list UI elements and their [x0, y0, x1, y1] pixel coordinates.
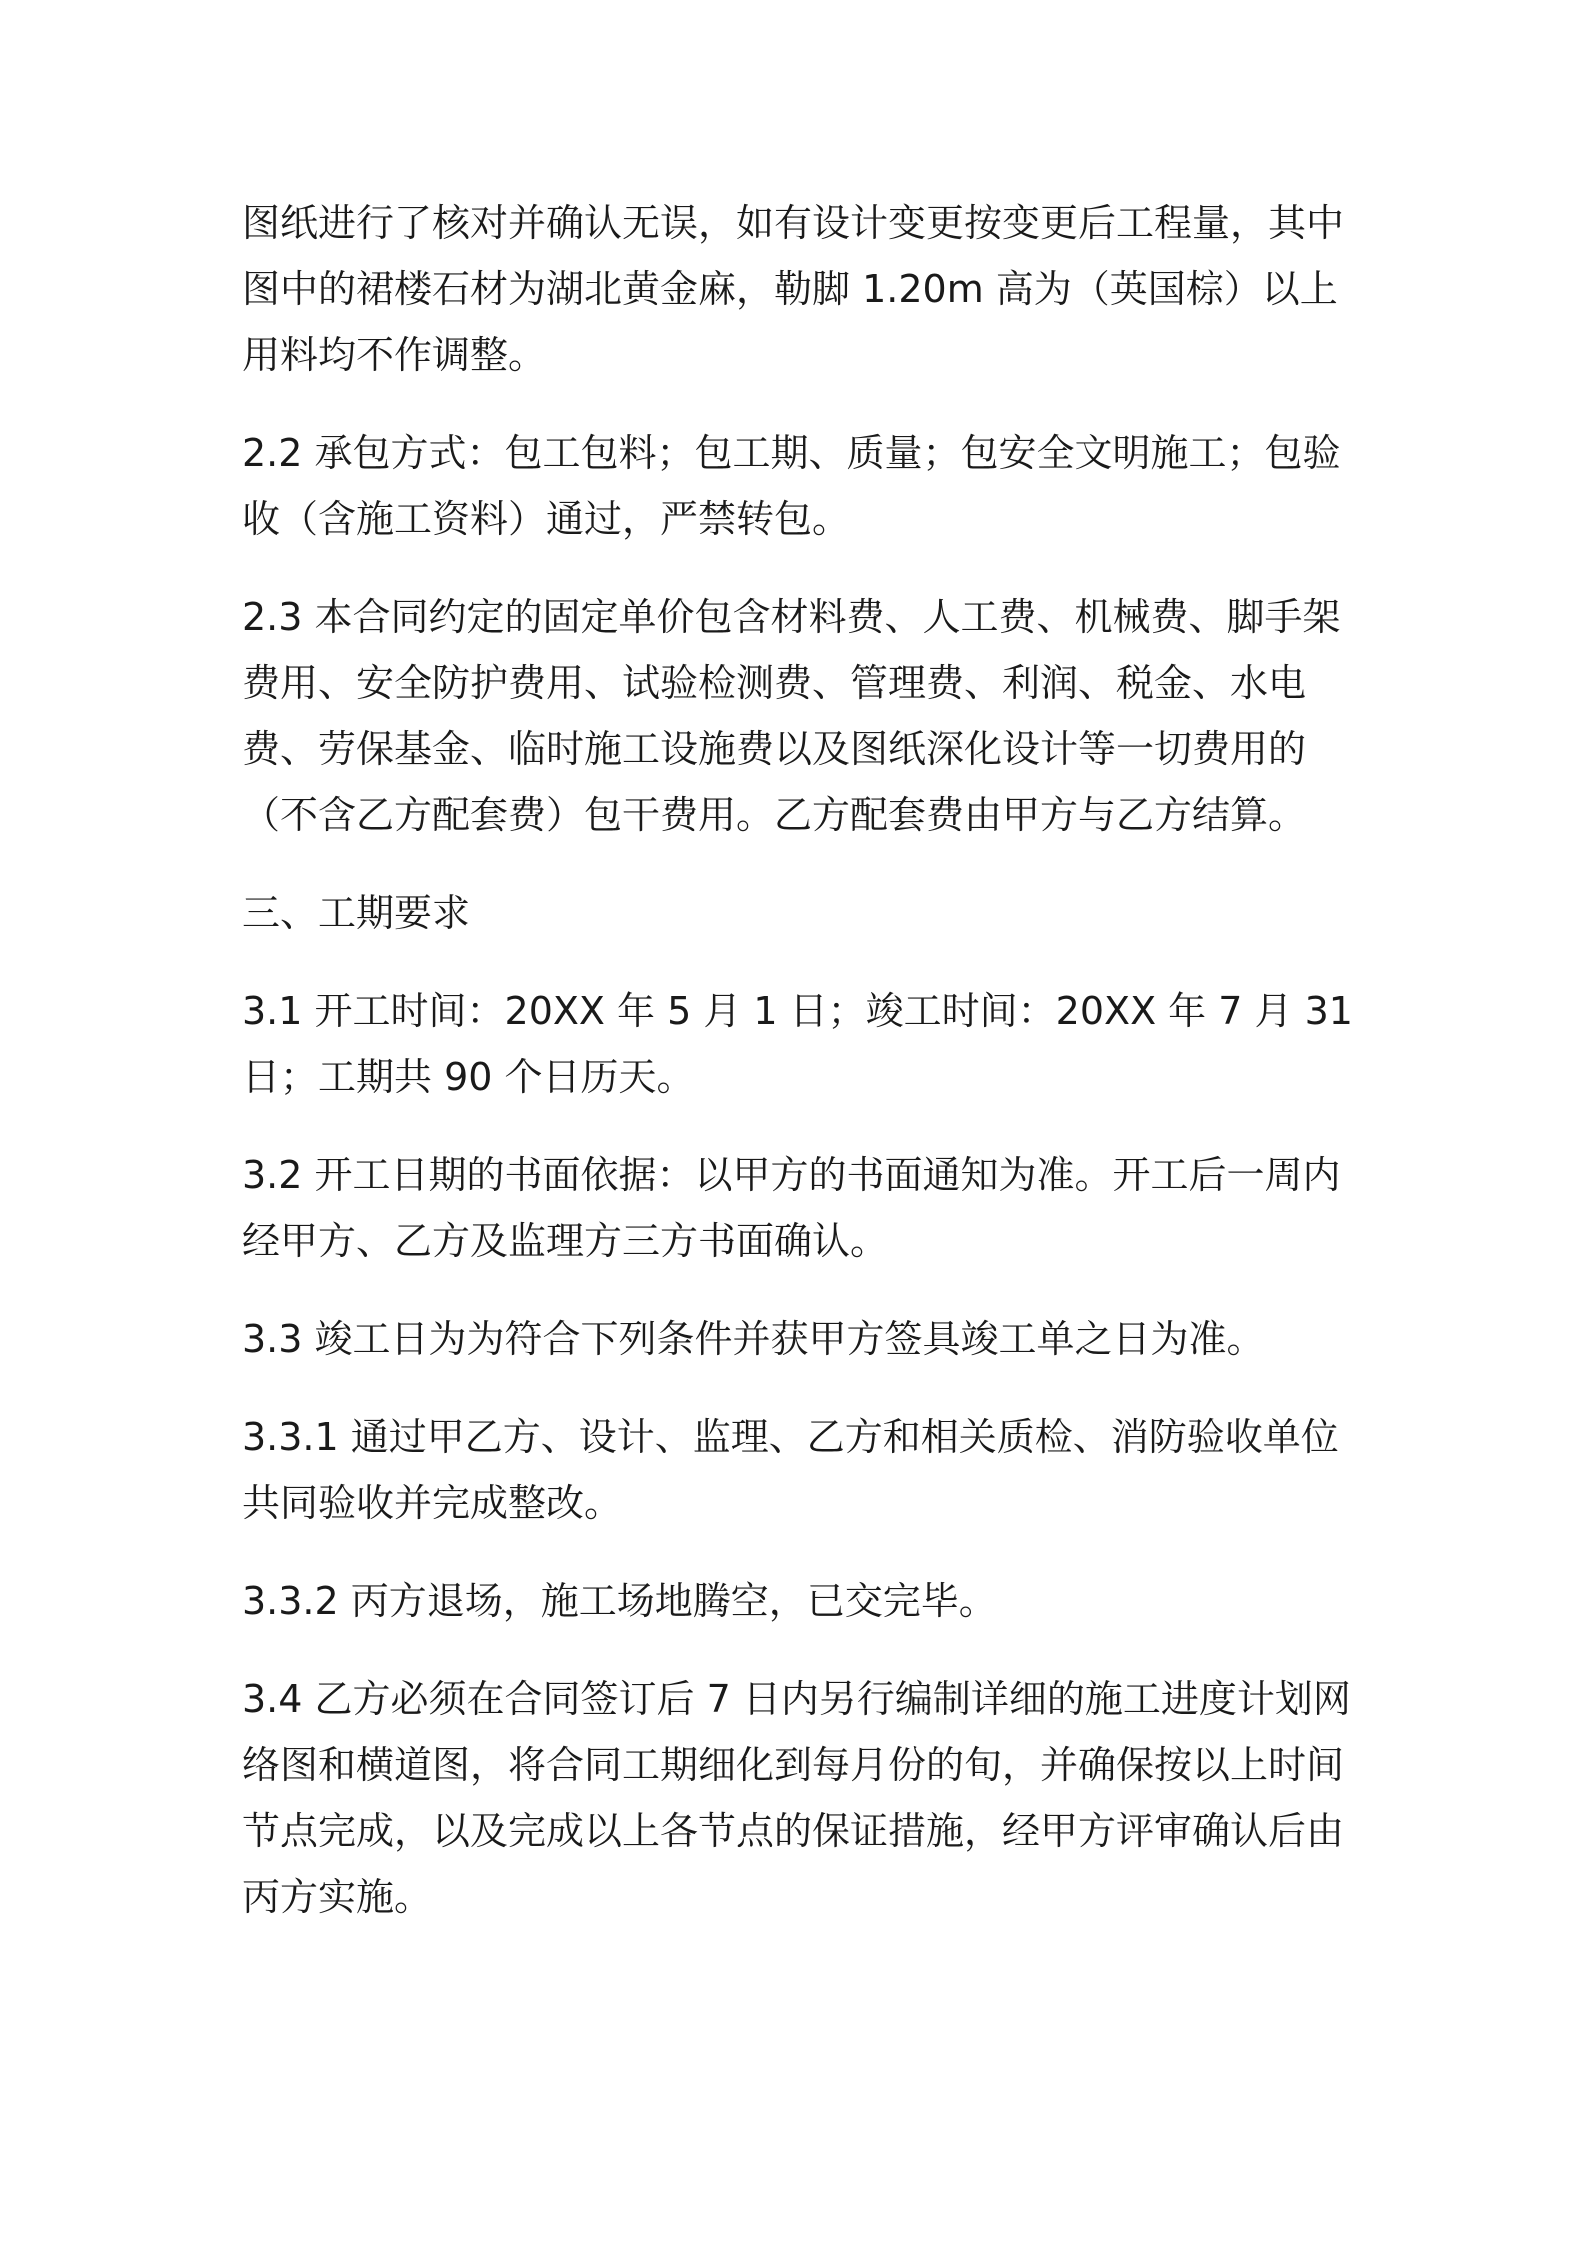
- paragraph-3-3-completion-date: 3.3 竣工日为为符合下列条件并获甲方签具竣工单之日为准。: [242, 1317, 1265, 1361]
- paragraph-3-4-schedule-plan: 3.4 乙方必须在合同签订后 7 日内另行编制详细的施工进度计划网络图和横道图，将合同工期细化到每月份的旬，并确保按以上时间节点完成，以及完成以上各节点的保证措施，经甲方评审确认后由丙方实施。: [242, 1677, 1351, 1919]
- paragraph-continuation: 图纸进行了核对并确认无误，如有设计变更按变更后工程量，其中图中的裙楼石材为湖北黄金麻，勒脚 1.20m 高为（英国棕）以上用料均不作调整。: [242, 201, 1345, 377]
- paragraph-3-3-1-acceptance: 3.3.1 通过甲乙方、设计、监理、乙方和相关质检、消防验收单位共同验收并完成整改。: [242, 1415, 1339, 1525]
- paragraph-2-2-contract-method: 2.2 承包方式：包工包料；包工期、质量；包安全文明施工；包验收（含施工资料）通过，严禁转包。: [242, 431, 1341, 541]
- section-heading-schedule: 三、工期要求: [242, 891, 471, 935]
- paragraph-2-3-fixed-unit-price: 2.3 本合同约定的固定单价包含材料费、人工费、机械费、脚手架费用、安全防护费用、试验检测费、管理费、利润、税金、水电费、劳保基金、临时施工设施费以及图纸深化设计等一切费用的（不含乙方配套费）包干费用。乙方配套费由甲方与乙方结算。: [242, 595, 1341, 837]
- paragraph-3-2-start-basis: 3.2 开工日期的书面依据：以甲方的书面通知为准。开工后一周内经甲方、乙方及监理方三方书面确认。: [242, 1153, 1341, 1263]
- paragraph-3-1-start-end-dates: 3.1 开工时间：20XX 年 5 月 1 日；竣工时间：20XX 年 7 月 31 日；工期共 90 个日历天。: [242, 989, 1353, 1099]
- paragraph-3-3-2-site-clearance: 3.3.2 丙方退场，施工场地腾空，已交完毕。: [242, 1579, 997, 1623]
- document-body: [242, 190, 1362, 1962]
